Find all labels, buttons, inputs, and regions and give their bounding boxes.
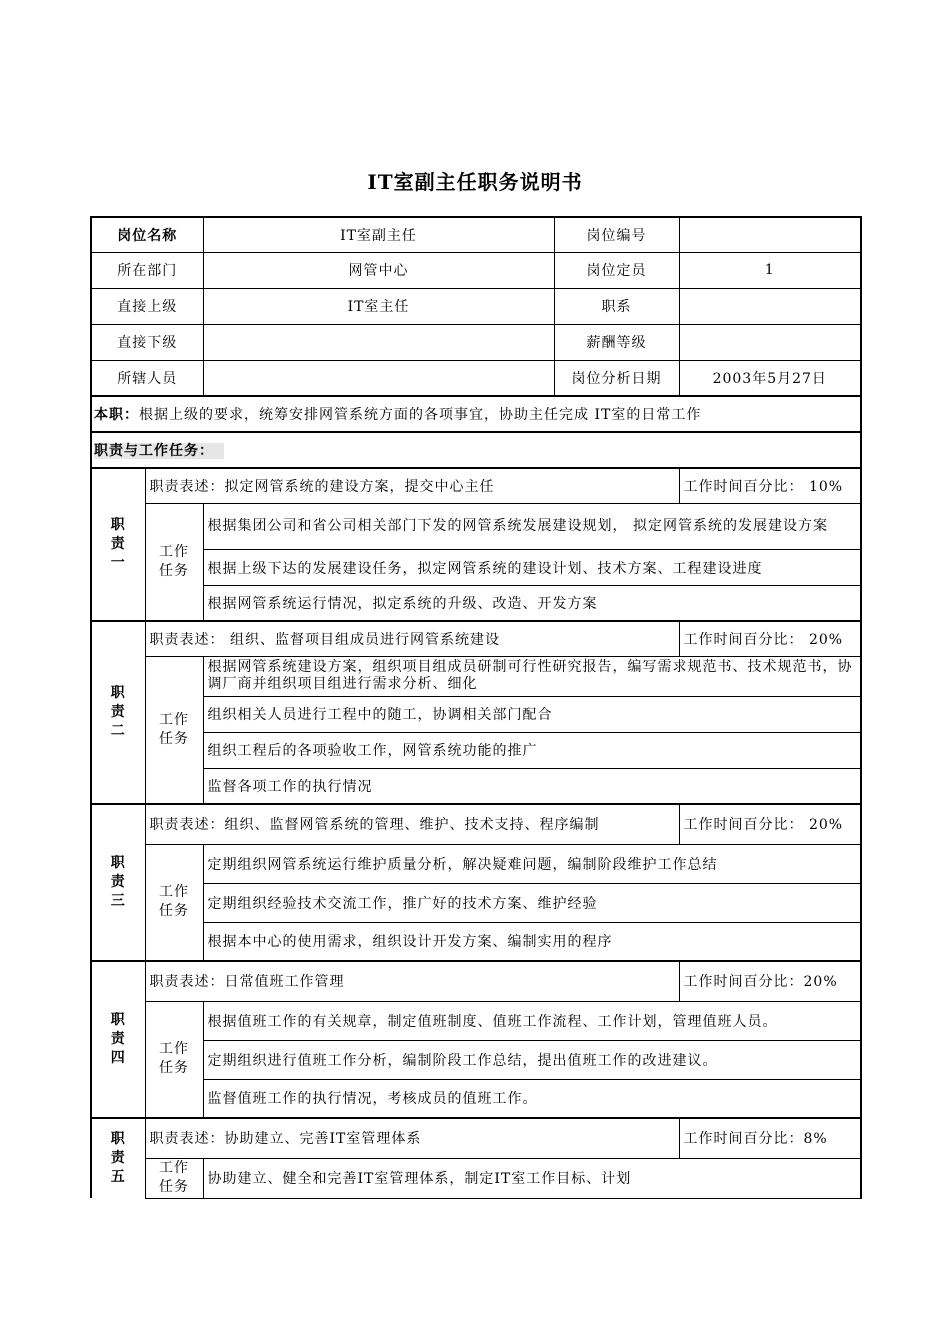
task-text: 根据上级下达的发展建设任务，拟定网管系统的建设计划、技术方案、工程建设进度 (203, 550, 861, 586)
summary-row (91, 396, 861, 432)
duty-percentage: 工作时间百分比：8% (679, 1118, 861, 1158)
task-text: 根据本中心的使用需求，组织设计开发方案、编制实用的程序 (203, 922, 861, 961)
task-row (91, 768, 861, 804)
job-description-table (90, 216, 862, 1199)
duty-name: 职 责 一 (91, 468, 145, 621)
summary-cell (91, 396, 861, 432)
task-row (91, 1001, 861, 1040)
duty-percentage: 工作时间百分比： 20% (679, 621, 861, 657)
task-row (91, 883, 861, 922)
info-value: IT室副主任 (203, 217, 554, 252)
summary-text: 根据上级的要求，统筹安排网管系统方面的各项事宜，协助主任完成 IT室的日常工作 (139, 407, 702, 423)
info-label: 所在部门 (91, 252, 203, 288)
info-row (91, 252, 861, 288)
duty-description: 职责表述：日常值班工作管理 (145, 961, 679, 1001)
duty-name: 职 责 四 (91, 961, 145, 1118)
task-row (91, 844, 861, 883)
duty-description: 职责表述：组织、监督网管系统的管理、维护、技术支持、程序编制 (145, 804, 679, 844)
info-value: 2003年5月27日 (679, 360, 861, 396)
task-label: 工作 任务 (145, 504, 203, 621)
task-row (91, 922, 861, 961)
duties-header-row (91, 432, 861, 468)
duty-desc-row (91, 961, 861, 1001)
duty-percentage: 工作时间百分比： 20% (679, 804, 861, 844)
task-row (91, 1158, 861, 1198)
duty-percentage: 工作时间百分比： 10% (679, 468, 861, 504)
task-row (91, 1079, 861, 1118)
duty-name: 职 责 五 (91, 1118, 145, 1198)
task-row (91, 550, 861, 586)
task-label: 工作 任务 (145, 1001, 203, 1118)
duty-desc-row (91, 468, 861, 504)
info-label: 岗位名称 (91, 217, 203, 252)
task-text: 定期组织经验技术交流工作，推广好的技术方案、维护经验 (203, 883, 861, 922)
info-value (679, 288, 861, 324)
task-text: 协助建立、健全和完善IT室管理体系，制定IT室工作目标、计划 (203, 1158, 861, 1198)
duty-description: 职责表述： 组织、监督项目组成员进行网管系统建设 (145, 621, 679, 657)
duties-header-cell (91, 432, 861, 468)
info-label: 职系 (554, 288, 679, 324)
task-text: 定期组织进行值班工作分析，编制阶段工作总结，提出值班工作的改进建议。 (203, 1040, 861, 1079)
task-row (91, 696, 861, 732)
task-text: 定期组织网管系统运行维护质量分析，解决疑难问题，编制阶段维护工作总结 (203, 844, 861, 883)
info-row (91, 288, 861, 324)
duty-percentage: 工作时间百分比：20% (679, 961, 861, 1001)
info-label: 岗位编号 (554, 217, 679, 252)
task-text: 监督各项工作的执行情况 (203, 768, 861, 804)
task-row (91, 586, 861, 621)
duty-description: 职责表述：拟定网管系统的建设方案，提交中心主任 (145, 468, 679, 504)
task-row (91, 504, 861, 550)
task-row (91, 732, 861, 768)
duty-desc-row (91, 1118, 861, 1158)
task-text: 根据网管系统运行情况，拟定系统的升级、改造、开发方案 (203, 586, 861, 621)
summary-label: 本职： (94, 407, 139, 423)
duty-desc-row (91, 804, 861, 844)
info-label: 岗位分析日期 (554, 360, 679, 396)
task-label: 工作 任务 (145, 656, 203, 804)
info-row (91, 324, 861, 360)
task-row (91, 656, 861, 696)
info-label: 薪酬等级 (554, 324, 679, 360)
duty-name: 职 责 三 (91, 804, 145, 961)
task-text: 组织相关人员进行工程中的随工，协调相关部门配合 (203, 696, 861, 732)
task-text: 根据集团公司和省公司相关部门下发的网管系统发展建设规划， 拟定网管系统的发展建设方案 (203, 504, 861, 550)
info-row (91, 360, 861, 396)
info-label: 所辖人员 (91, 360, 203, 396)
page-title: IT室副主任职务说明书 (367, 170, 583, 194)
duty-desc-row (91, 621, 861, 657)
task-row (91, 1040, 861, 1079)
task-label: 工作 任务 (145, 1158, 203, 1198)
info-label: 岗位定员 (554, 252, 679, 288)
info-label: 直接上级 (91, 288, 203, 324)
task-label: 工作 任务 (145, 844, 203, 961)
info-value: 1 (679, 252, 861, 288)
task-text: 组织工程后的各项验收工作，网管系统功能的推广 (203, 732, 861, 768)
info-value: 网管中心 (203, 252, 554, 288)
task-text: 根据网管系统建设方案，组织项目组成员研制可行性研究报告，编写需求规范书、技术规范书，协调厂商并组织项目组进行需求分析、细化 (203, 656, 861, 696)
info-label: 直接下级 (91, 324, 203, 360)
info-value (203, 360, 554, 396)
info-value (679, 217, 861, 252)
duties-header: 职责与工作任务： (94, 443, 224, 459)
info-value (203, 324, 554, 360)
task-text: 监督值班工作的执行情况，考核成员的值班工作。 (203, 1079, 861, 1118)
info-row (91, 217, 861, 252)
info-value (679, 324, 861, 360)
task-text: 根据值班工作的有关规章，制定值班制度、值班工作流程、工作计划，管理值班人员。 (203, 1001, 861, 1040)
duty-description: 职责表述：协助建立、完善IT室管理体系 (145, 1118, 679, 1158)
info-value: IT室主任 (203, 288, 554, 324)
duty-name: 职 责 二 (91, 621, 145, 805)
